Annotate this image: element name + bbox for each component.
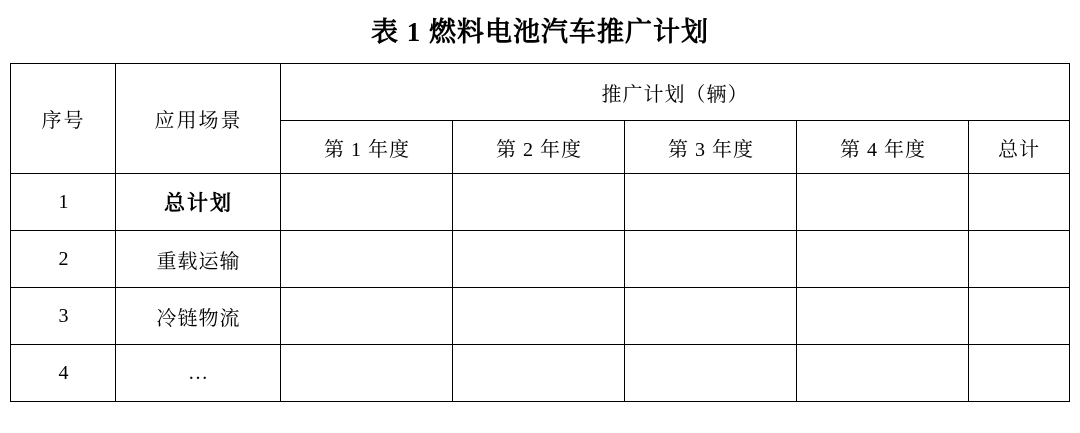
- cell-year-4[interactable]: [797, 174, 969, 231]
- table-row: [11, 345, 1069, 402]
- table-body: [11, 174, 1069, 402]
- cell-application-scene: 冷链物流: [116, 288, 281, 345]
- header-cell-application-scene: 应用场景: [116, 64, 281, 174]
- header-cell-year-1: 第 1 年度: [281, 121, 453, 174]
- cell-year-3[interactable]: [625, 288, 797, 345]
- cell-serial-number: 3: [11, 288, 116, 345]
- cell-year-4[interactable]: [797, 288, 969, 345]
- cell-application-scene: 总计划: [116, 174, 281, 231]
- header-cell-year-4: 第 4 年度: [797, 121, 969, 174]
- cell-total[interactable]: [969, 345, 1069, 402]
- cell-year-4[interactable]: [797, 345, 969, 402]
- cell-year-2[interactable]: [453, 231, 625, 288]
- cell-total[interactable]: [969, 231, 1069, 288]
- cell-total[interactable]: [969, 288, 1069, 345]
- promotion-plan-table: [10, 63, 1069, 402]
- cell-serial-number: 1: [11, 174, 116, 231]
- page-title: 表 1 燃料电池汽车推广计划: [371, 17, 709, 47]
- header-cell-year-2: 第 2 年度: [453, 121, 625, 174]
- table-row: [11, 288, 1069, 345]
- header-cell-total: 总计: [969, 121, 1069, 174]
- cell-year-2[interactable]: [453, 288, 625, 345]
- cell-year-2[interactable]: [453, 174, 625, 231]
- table-row: [11, 174, 1069, 231]
- header-cell-promotion-plan-group: 推广计划（辆）: [281, 64, 1069, 121]
- table-header-row-group: [11, 64, 1069, 121]
- header-cell-year-3: 第 3 年度: [625, 121, 797, 174]
- cell-year-1[interactable]: [281, 345, 453, 402]
- table-header: [11, 64, 1069, 174]
- table-row: [11, 231, 1069, 288]
- cell-year-3[interactable]: [625, 174, 797, 231]
- cell-application-scene: 重载运输: [116, 231, 281, 288]
- cell-serial-number: 2: [11, 231, 116, 288]
- cell-year-1[interactable]: [281, 174, 453, 231]
- cell-year-1[interactable]: [281, 288, 453, 345]
- cell-year-4[interactable]: [797, 231, 969, 288]
- cell-application-scene: …: [116, 345, 281, 402]
- cell-total[interactable]: [969, 174, 1069, 231]
- cell-year-1[interactable]: [281, 231, 453, 288]
- cell-year-3[interactable]: [625, 231, 797, 288]
- cell-year-3[interactable]: [625, 345, 797, 402]
- header-cell-serial-number: 序号: [11, 64, 116, 174]
- cell-serial-number: 4: [11, 345, 116, 402]
- cell-year-2[interactable]: [453, 345, 625, 402]
